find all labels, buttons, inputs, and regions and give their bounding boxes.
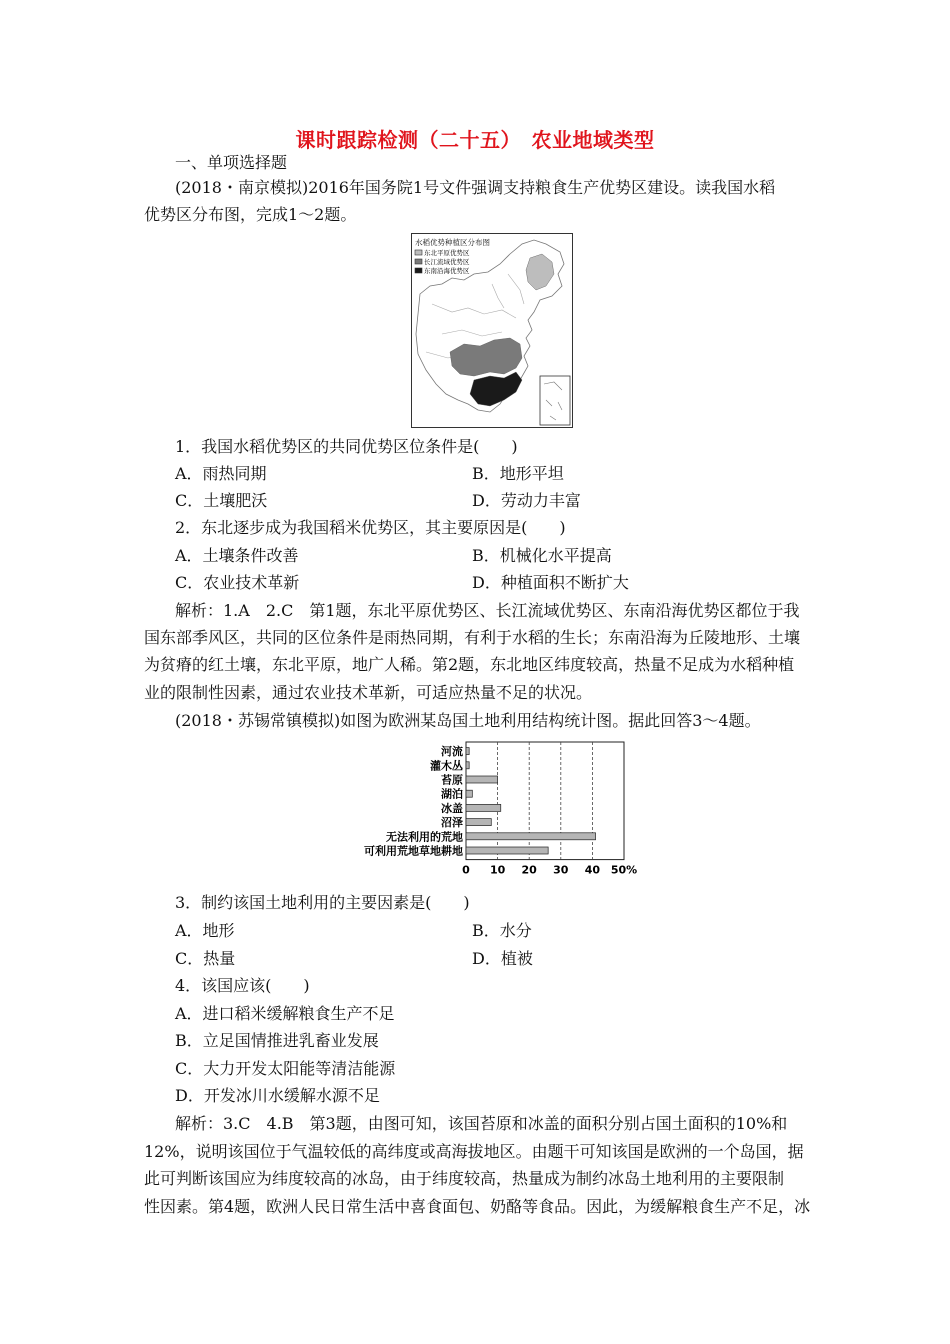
q4-option-d: D．开发冰川水缓解水源不足 [175,1086,380,1105]
category-label: 冰盖 [441,801,463,815]
bar [466,804,501,811]
bar [466,819,491,826]
q3-option-b: B．水分 [472,921,532,940]
analysis-line: 业的限制性因素，通过农业技术革新，可适应热量不足的状况。 [144,683,593,702]
northeast-region [526,254,554,290]
x-tick-label: 50% [610,863,638,877]
land-use-chart [346,740,646,888]
q3-option-c: C．热量 [175,949,236,968]
q4-option-b: B．立足国情推进乳畜业发展 [175,1031,379,1050]
category-label: 苔原 [441,773,463,787]
section-heading: 一、单项选择题 [175,153,288,172]
category-label: 无法利用的荒地 [386,830,463,844]
analysis-line: 为贫瘠的红土壤，东北平原，地广人稀。第2题，东北地区纬度较高，热量不足成为水稻种植 [144,655,795,674]
analysis-line: 国东部季风区，共同的区位条件是雨热同期，有利于水稻的生长；东南沿海为丘陵地形、土壤 [144,628,801,647]
legend-swatch-northeast [415,250,422,255]
q3-option-d: D．植被 [472,949,533,968]
q3-option-a: A．地形 [175,921,235,940]
question-3-stem: 3．制约该国土地利用的主要因素是( ) [175,893,470,912]
intro-line: 优势区分布图，完成1～2题。 [144,205,357,224]
analysis-line: 此可判断该国应为纬度较高的冰岛，由于纬度较高，热量成为制约冰岛土地利用的主要限制 [144,1169,785,1188]
plot-frame [466,742,624,860]
rice-region-map [411,233,573,428]
legend-label-southeast: 东南沿海优势区 [424,267,470,275]
legend-swatch-southeast [415,268,422,273]
category-label: 湖泊 [441,787,463,801]
category-label: 河流 [441,745,463,759]
bar [466,748,469,755]
map-title: 水稻优势种植区分布图 [415,238,490,247]
q4-option-a: A．进口稻米缓解粮食生产不足 [175,1004,395,1023]
x-tick-label: 30 [553,863,569,877]
land-use-bar-chart [346,740,646,888]
china-map-figure [412,234,572,427]
legend-label-yangtze: 长江流域优势区 [424,258,470,266]
q4-option-c: C．大力开发太阳能等清洁能源 [175,1059,396,1078]
x-tick-label: 10 [489,863,506,877]
question-2-stem: 2．东北逐步成为我国稻米优势区，其主要原因是( ) [175,518,566,537]
q1-option-b: B．地形平坦 [472,464,564,483]
question-4-stem: 4．该国应该( ) [175,976,310,995]
intro-line: (2018・南京模拟)2016年国务院1号文件强调支持粮食生产优势区建设。读我国水稻 [175,178,776,197]
analysis-line: 解析：1.A 2.C 第1题，东北平原优势区、长江流域优势区、东南沿海优势区都位于我 [175,601,800,620]
q2-option-d: D．种植面积不断扩大 [472,573,629,592]
q1-option-c: C．土壤肥沃 [175,491,268,510]
x-tick-label: 20 [521,863,537,877]
question-1-stem: 1．我国水稻优势区的共同优势区位条件是( ) [175,437,518,456]
analysis-line: 解析：3.C 4.B 第3题，由图可知，该国苔原和冰盖的面积分别占国土面积的10%和 [175,1114,788,1133]
analysis-line: 性因素。第4题，欧洲人民日常生活中喜食面包、奶酪等食品。因此，为缓解粮食生产不足，冰 [144,1197,811,1216]
bar [466,790,472,797]
bar [466,776,498,783]
bar [466,762,469,769]
q2-option-b: B．机械化水平提高 [472,546,612,565]
yangtze-region [450,338,522,376]
x-tick-label: 40 [584,863,601,877]
bar [466,833,596,840]
x-tick-label: 0 [462,863,470,877]
q1-option-d: D．劳动力丰富 [472,491,581,510]
page-title: 课时跟踪检测（二十五） 农业地域类型 [295,128,655,152]
category-label: 沼泽 [441,816,463,830]
q2-option-c: C．农业技术革新 [175,573,300,592]
q2-option-a: A．土壤条件改善 [175,546,299,565]
bar [466,847,548,854]
southeast-region [470,372,522,406]
intro-line: (2018・苏锡常镇模拟)如图为欧洲某岛国土地利用结构统计图。据此回答3～4题。 [175,711,761,730]
category-label: 灌木丛 [430,759,463,773]
analysis-line: 12%，说明该国位于气温较低的高纬度或高海拔地区。由题干可知该国是欧洲的一个岛国，据 [144,1142,804,1161]
legend-label-northeast: 东北平原优势区 [424,249,470,257]
q1-option-a: A．雨热同期 [175,464,267,483]
legend-swatch-yangtze [415,259,422,264]
category-label: 可利用荒地草地耕地 [364,844,463,858]
